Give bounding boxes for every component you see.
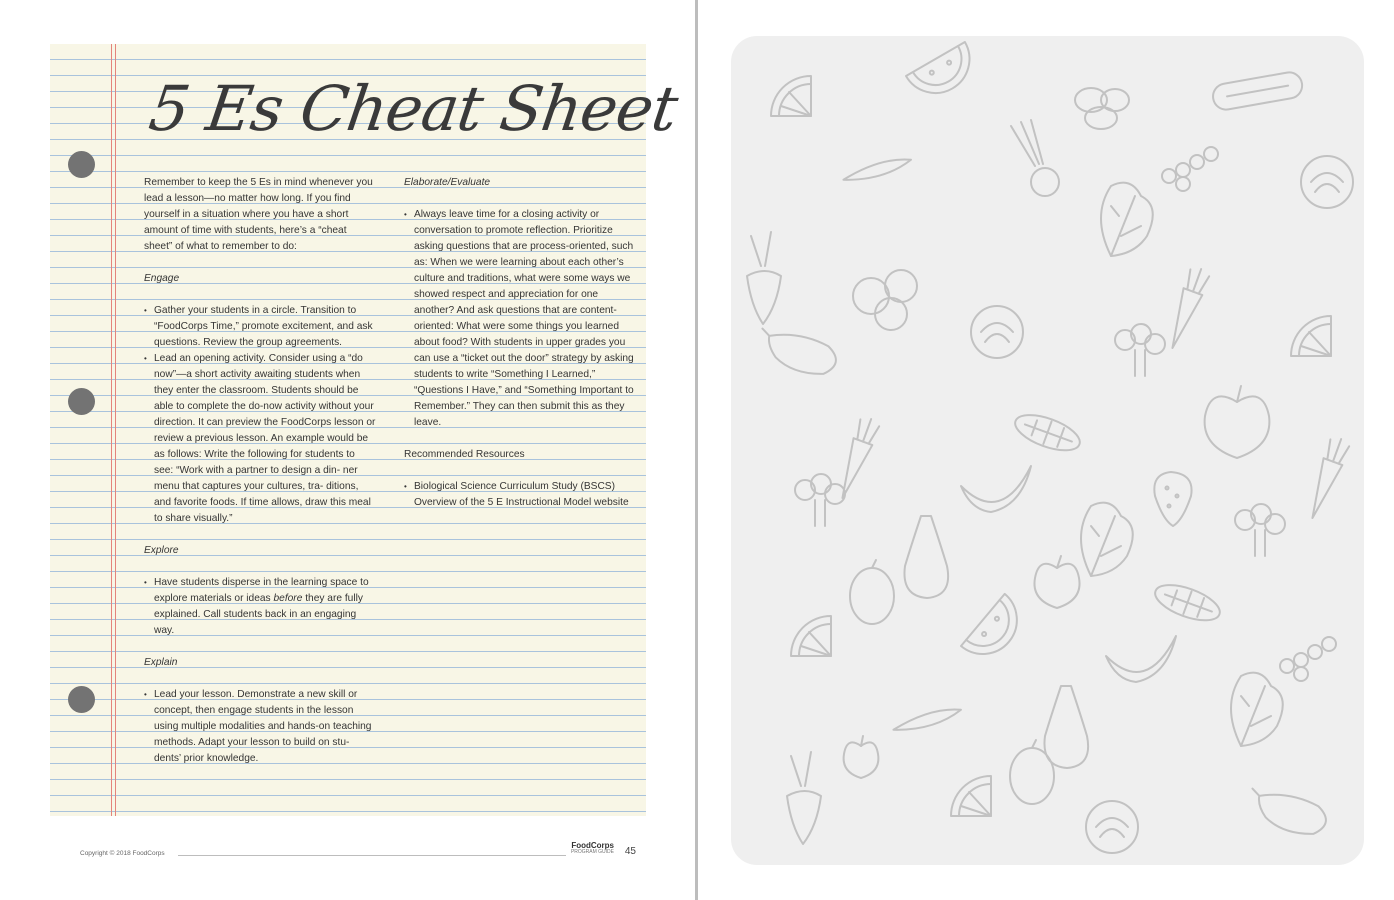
right-column bbox=[404, 175, 640, 527]
carrot-icon bbox=[1303, 436, 1351, 522]
grapes-icon bbox=[1162, 147, 1218, 191]
list-item-text: Have students disperse in the learning space to explore materials or ideas bbox=[154, 577, 369, 604]
pepper-icon bbox=[842, 157, 913, 182]
orange-slice-icon bbox=[771, 76, 811, 116]
intro-paragraph: Remember to keep the 5 Es in mind whenever you lead a lesson—no matter how long. If you find yourself in a situation where you have a short amount of time with students, here’s a “cheat sheet” of what to remember to do: bbox=[144, 177, 373, 252]
banana-icon bbox=[1106, 636, 1176, 682]
binder-hole bbox=[68, 388, 95, 415]
banana-icon bbox=[961, 466, 1031, 512]
radish-icon bbox=[1011, 120, 1059, 196]
cabbage-icon bbox=[1301, 156, 1353, 208]
list-item: • Always leave time for a closing activity or conversation to promote reflection. Prioritize asking questions that are process-oriented, such as: When we were learning about each other’s culture and traditions, what were some ways we showed respect and appreciation for one another? And ask questions that are content-oriented: What were some things you learned about food? With students in upper grades you can use a “ticket out the door” strategy by asking students to write “Something I Learned,” “Questions I Have,” and “Something Important to Remember.” They can then submit this as they leave. bbox=[404, 207, 640, 431]
page-number: 45 bbox=[624, 846, 636, 857]
cabbage-icon bbox=[1086, 801, 1138, 853]
radish-icon bbox=[787, 752, 821, 844]
list-item-text: they are fully explained. Call students back in an engaging way. bbox=[154, 593, 363, 636]
binder-hole bbox=[68, 151, 95, 178]
eggplant-icon bbox=[756, 329, 839, 378]
book-spine bbox=[695, 0, 698, 900]
pear-icon bbox=[1044, 686, 1088, 768]
notebook-paper bbox=[50, 44, 682, 816]
foodcorps-logo bbox=[571, 842, 614, 856]
list-item: • Lead an opening activity. Consider using a “do now”—a short activity awaiting students when they enter the classroom. Students should be able to complete the do-now activity without your direction. It can preview the FoodCorps lesson or review a previous lesson. An example would be as follows: Write the following for students to see: “Work with a partner to design a din- ner menu that captures your cultures, tra- ditions, and favorite foods. If time allows, draw this meal to share visually.” bbox=[144, 351, 376, 527]
logo-brand: FoodCorps bbox=[571, 841, 614, 850]
section-heading-explore: Explore bbox=[144, 545, 179, 556]
apple-icon bbox=[1034, 556, 1079, 608]
binder-hole bbox=[68, 686, 95, 713]
carrot-icon bbox=[1163, 266, 1211, 352]
broccoli-icon bbox=[1115, 324, 1165, 376]
cucumber-icon bbox=[1211, 70, 1304, 111]
section-heading-engage: Engage bbox=[144, 273, 180, 284]
broccoli-icon bbox=[795, 474, 845, 526]
list-item bbox=[144, 575, 376, 639]
apple-icon bbox=[844, 736, 879, 778]
radish-icon bbox=[747, 232, 781, 324]
food-pattern-page bbox=[731, 36, 1364, 865]
margin-line bbox=[111, 44, 112, 816]
apple-icon bbox=[1205, 386, 1270, 458]
logo-subtitle: PROGRAM GUIDE bbox=[570, 849, 614, 855]
copyright-text: Copyright © 2018 FoodCorps bbox=[80, 850, 165, 857]
list-item: • Gather your students in a circle. Transition to “FoodCorps Time,” promote excitement, and ask questions. Review the group agreements. bbox=[144, 303, 376, 351]
eggplant-icon bbox=[1246, 789, 1329, 838]
strawberry-icon bbox=[1154, 472, 1191, 526]
lettuce-icon bbox=[1081, 503, 1133, 576]
left-column bbox=[144, 175, 376, 783]
margin-line bbox=[115, 44, 116, 816]
lemon-icon bbox=[1010, 740, 1054, 804]
watermelon-icon bbox=[906, 42, 982, 105]
explain-list bbox=[144, 687, 376, 767]
footer-rule bbox=[178, 855, 566, 856]
section-heading-explain: Explain bbox=[144, 657, 178, 668]
orange-slice-icon bbox=[791, 616, 831, 656]
resources-list bbox=[404, 479, 640, 511]
corn-icon bbox=[1151, 578, 1224, 628]
elaborate-list bbox=[404, 207, 640, 431]
lettuce-icon bbox=[1101, 183, 1153, 256]
pepper-icon bbox=[892, 707, 963, 732]
list-item: • Biological Science Curriculum Study (BSCS) Overview of the 5 E Instructional Model website bbox=[404, 479, 640, 511]
list-item-emphasis: before bbox=[273, 593, 303, 604]
potato-icon bbox=[1075, 88, 1129, 129]
section-heading-elaborate: Elaborate/Evaluate bbox=[404, 177, 491, 188]
orange-slice-icon bbox=[1291, 316, 1331, 356]
engage-list bbox=[144, 303, 376, 527]
lettuce-icon bbox=[1231, 673, 1283, 746]
food-pattern bbox=[731, 36, 1364, 865]
cabbage-icon bbox=[971, 306, 1023, 358]
carrot-icon bbox=[833, 416, 881, 502]
pear-icon bbox=[904, 516, 948, 598]
orange-slice-icon bbox=[951, 776, 991, 816]
list-item: • Lead your lesson. Demonstrate a new skill or concept, then engage students in the lesson using multiple modalities and hands-on teaching methods. Adapt your lesson to build on stu- dents’ prior knowledge. bbox=[144, 687, 376, 767]
section-heading-resources: Recommended Resources bbox=[404, 449, 525, 460]
grapes-icon bbox=[1280, 637, 1336, 681]
broccoli-icon bbox=[1235, 504, 1285, 556]
page-footer bbox=[80, 841, 636, 860]
lemon-icon bbox=[850, 560, 894, 624]
page-title: 5 Es Cheat Sheet bbox=[144, 72, 682, 145]
explore-list bbox=[144, 575, 376, 639]
corn-icon bbox=[1011, 408, 1084, 458]
watermelon-icon bbox=[961, 594, 1031, 668]
tomato-icon bbox=[853, 270, 917, 330]
